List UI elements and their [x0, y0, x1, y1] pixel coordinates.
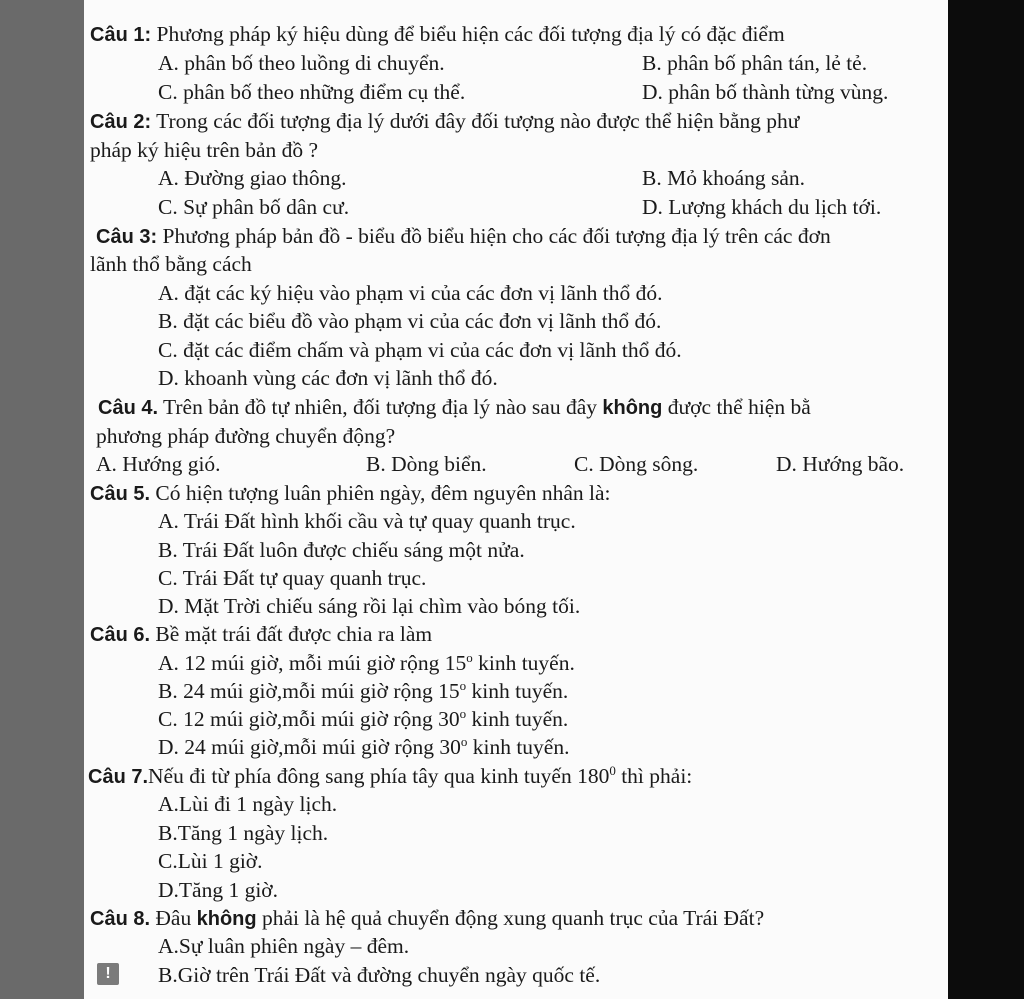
right-margin: [948, 0, 1024, 999]
answer-5b: B. Trái Đất luôn được chiếu sáng một nửa.: [158, 538, 525, 562]
answer-2c: C. Sự phân bố dân cư.: [158, 195, 350, 219]
answer-1a: A. phân bố theo luồng di chuyển.: [158, 51, 445, 75]
answer-6d: D. 24 múi giờ,mỗi múi giờ rộng 30$^o$ kinh tuyến.: [158, 734, 570, 759]
answer-5a: A. Trái Đất hình khối cầu và tự quay quanh trục.: [158, 509, 576, 533]
answer-7a: A.Lùi đi 1 ngày lịch.: [158, 792, 338, 816]
question-number: Câu 3:: [96, 226, 158, 248]
degree-mark: o: [459, 678, 467, 693]
question-number: Câu 2:: [90, 111, 152, 133]
answer-6a: A. 12 múi giờ, mỗi múi giờ rộng 15$^o$ kinh tuyến.: [158, 650, 575, 675]
question-number: Câu 1:: [90, 24, 152, 46]
degree-mark: 0: [609, 763, 616, 778]
question-8-stem: Câu 8. Đâu không phải là hệ quả chuyển động xung quanh trục của Trái Đất?: [90, 906, 765, 930]
answer-4b: B. Dòng biển.: [366, 452, 487, 476]
answer-8a: A.Sự luân phiên ngày – đêm.: [158, 934, 410, 958]
question-4-stem: Câu 4. Trên bản đồ tự nhiên, đối tượng địa lý nào sau đây không được thể hiện bằ: [98, 395, 811, 419]
question-7-stem: Câu 7.Nếu đi từ phía đông sang phía tây qua kinh tuyến $180^0$ thì phải:: [88, 763, 693, 788]
alert-icon[interactable]: !: [97, 963, 119, 985]
document-page: [84, 0, 948, 999]
answer-4a: A. Hướng gió.: [96, 452, 221, 476]
answer-4d: D. Hướng bão.: [776, 452, 905, 476]
answer-6b: B. 24 múi giờ,mỗi múi giờ rộng 15$^o$ kinh tuyến.: [158, 678, 569, 703]
emphasis-not: không: [602, 397, 663, 419]
answer-8b: B.Giờ trên Trái Đất và đường chuyển ngày quốc tế.: [158, 963, 601, 987]
question-2-stem: Câu 2: Trong các đối tượng địa lý dưới đây đối tượng nào được thể hiện bằng phư: [90, 109, 800, 133]
question-1-stem: Câu 1: Phương pháp ký hiệu dùng để biểu hiện các đối tượng địa lý có đặc điểm: [90, 22, 785, 46]
emphasis-not: không: [196, 908, 257, 930]
question-6-stem: Câu 6. Bề mặt trái đất được chia ra làm: [90, 622, 433, 646]
answer-2b: B. Mỏ khoáng sản.: [642, 166, 806, 190]
degree-mark: o: [466, 650, 473, 665]
question-3-stem-cont: lãnh thổ bằng cách: [90, 252, 252, 276]
answer-3a: A. đặt các ký hiệu vào phạm vi của các đơn vị lãnh thổ đó.: [158, 281, 663, 305]
answer-1d: D. phân bố thành từng vùng.: [642, 80, 889, 104]
answer-7b: B.Tăng 1 ngày lịch.: [158, 821, 329, 845]
question-5-stem: Câu 5. Có hiện tượng luân phiên ngày, đêm nguyên nhân là:: [90, 481, 611, 505]
question-number: Câu 5.: [90, 483, 151, 505]
degree-mark: o: [460, 734, 468, 749]
answer-7d: D.Tăng 1 giờ.: [158, 878, 279, 902]
question-2-stem-cont: pháp ký hiệu trên bản đồ ?: [90, 138, 319, 162]
answer-2a: A. Đường giao thông.: [158, 166, 347, 190]
question-number: Câu 6.: [90, 624, 151, 646]
answer-3d: D. khoanh vùng các đơn vị lãnh thổ đó.: [158, 366, 498, 390]
left-margin: [0, 0, 84, 999]
answer-7c: C.Lùi 1 giờ.: [158, 849, 263, 873]
question-number: Câu 4.: [98, 397, 159, 419]
answer-6c: C. 12 múi giờ,mỗi múi giờ rộng 30$^o$ kinh tuyến.: [158, 706, 569, 731]
question-3-stem: Câu 3: Phương pháp bản đồ - biểu đồ biểu hiện cho các đối tượng địa lý trên các đơn: [96, 224, 831, 248]
answer-1c: C. phân bố theo những điểm cụ thể.: [158, 80, 466, 104]
degree-mark: o: [459, 706, 467, 721]
answer-3b: B. đặt các biểu đồ vào phạm vi của các đơn vị lãnh thổ đó.: [158, 309, 662, 333]
answer-2d: D. Lượng khách du lịch tới.: [642, 195, 882, 219]
question-number: Câu 8.: [90, 908, 151, 930]
answer-4c: C. Dòng sông.: [574, 452, 699, 476]
answer-1b: B. phân bố phân tán, lẻ tẻ.: [642, 51, 868, 75]
question-4-stem-cont: phương pháp đường chuyển động?: [96, 424, 396, 448]
question-number: Câu 7.: [88, 766, 149, 788]
answer-5c: C. Trái Đất tự quay quanh trục.: [158, 566, 427, 590]
answer-3c: C. đặt các điểm chấm và phạm vi của các đơn vị lãnh thổ đó.: [158, 338, 682, 362]
answer-5d: D. Mặt Trời chiếu sáng rồi lại chìm vào bóng tối.: [158, 594, 581, 618]
